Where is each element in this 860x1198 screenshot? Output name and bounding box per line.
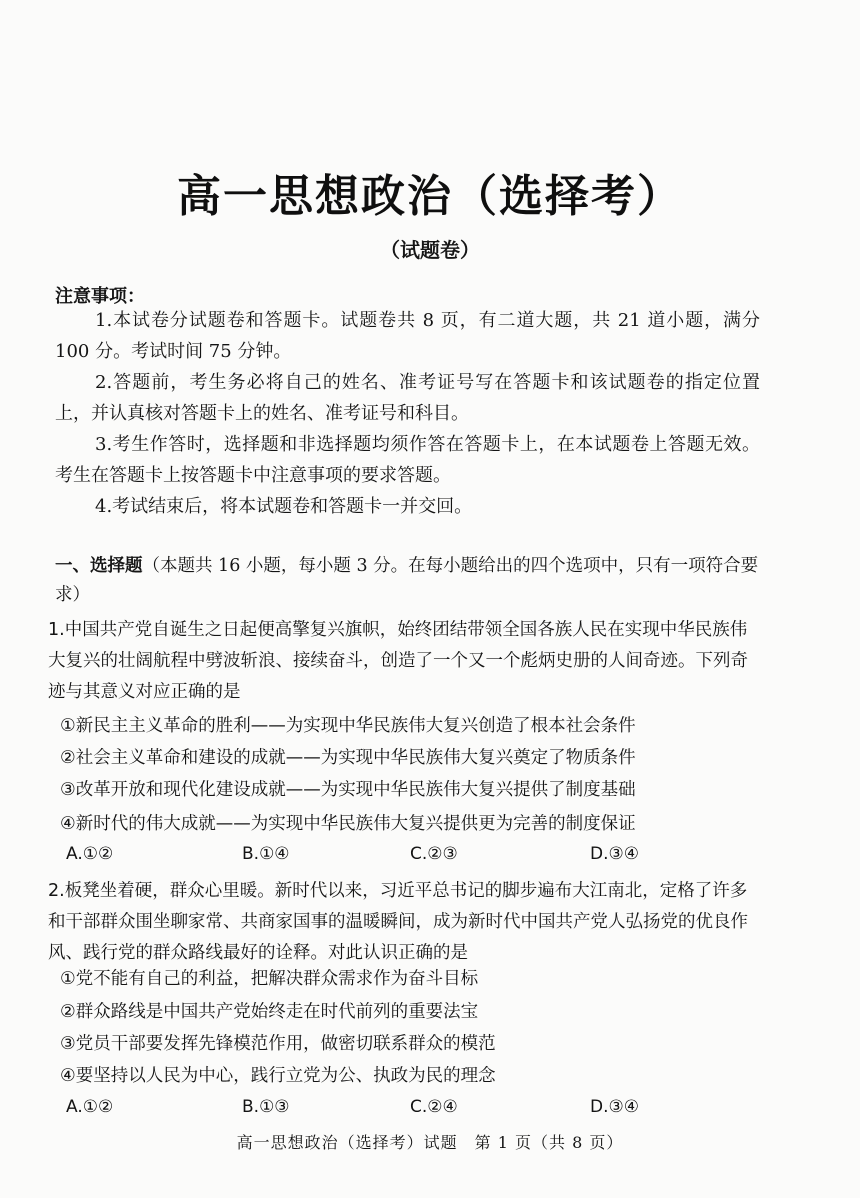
question-2-item-1: ①党不能有自己的利益，把解决群众需求作为奋斗目标 xyxy=(60,969,479,989)
page-subtitle: （试题卷） xyxy=(380,238,480,262)
notice-item-1: 1.本试卷分试题卷和答题卡。试题卷共 8 页，有二道大题，共 21 道小题，满分 100 分。考试时间 75 分钟。 xyxy=(55,310,760,362)
section-title: 一、选择题 xyxy=(55,556,143,576)
question-1-stem: 1.中国共产党自诞生之日起便高擎复兴旗帜，始终团结带领全国各族人民在实现中华民族伟大复兴的壮阔航程中劈波斩浪、接续奋斗，创造了一个又一个彪炳史册的人间奇迹。下列奇迹与其意义对应正确的是 xyxy=(48,620,748,702)
question-1-option-c: C.②③ xyxy=(410,844,458,864)
question-2-option-a: A.①② xyxy=(66,1097,114,1117)
question-1-option-b: B.①④ xyxy=(242,844,290,864)
question-1-item-3: ③改革开放和现代化建设成就——为实现中华民族伟大复兴提供了制度基础 xyxy=(60,780,636,800)
section-heading xyxy=(55,552,765,610)
notice-item-4: 4.考试结束后，将本试题卷和答题卡一并交回。 xyxy=(95,496,473,517)
page-footer: 高一思想政治（选择考）试题 第 1 页（共 8 页） xyxy=(236,1133,624,1152)
question-1-item-1: ①新民主主义革命的胜利——为实现中华民族伟大复兴创造了根本社会条件 xyxy=(60,716,636,736)
question-2-option-c: C.②④ xyxy=(410,1097,458,1117)
question-2-option-d: D.③④ xyxy=(590,1097,639,1117)
notice-heading: 注意事项： xyxy=(55,286,145,307)
question-1-option-d: D.③④ xyxy=(590,844,639,864)
question-2-item-2: ②群众路线是中国共产党始终走在时代前列的重要法宝 xyxy=(60,1002,479,1022)
question-1-option-a: A.①② xyxy=(66,844,114,864)
question-2-option-b: B.①③ xyxy=(242,1097,290,1117)
notice-item-3: 3.考生作答时，选择题和非选择题均须作答在答题卡上，在本试题卷上答题无效。考生在答题卡上按答题卡中注意事项的要求答题。 xyxy=(55,434,760,486)
question-1-item-4: ④新时代的伟大成就——为实现中华民族伟大复兴提供更为完善的制度保证 xyxy=(60,814,636,834)
question-2-item-4: ④要坚持以人民为中心，践行立党为公、执政为民的理念 xyxy=(60,1066,496,1086)
question-2-stem: 2.板凳坐着硬，群众心里暖。新时代以来，习近平总书记的脚步遍布大江南北，定格了许多和干部群众围坐聊家常、共商家国事的温暖瞬间，成为新时代中国共产党人弘扬党的优良作风、践行党的群众路线最好的诠释。对此认识正确的是 xyxy=(48,881,748,963)
section-description: （本题共 16 小题，每小题 3 分。在每小题给出的四个选项中，只有一项符合要求） xyxy=(55,556,759,605)
question-1-item-2: ②社会主义革命和建设的成就——为实现中华民族伟大复兴奠定了物质条件 xyxy=(60,748,636,768)
page-title: 高一思想政治（选择考） xyxy=(177,171,683,222)
question-2-item-3: ③党员干部要发挥先锋模范作用，做密切联系群众的模范 xyxy=(60,1034,496,1054)
notice-item-2: 2.答题前，考生务必将自己的姓名、准考证号写在答题卡和该试题卷的指定位置上，并认真核对答题卡上的姓名、准考证号和科目。 xyxy=(55,372,760,424)
